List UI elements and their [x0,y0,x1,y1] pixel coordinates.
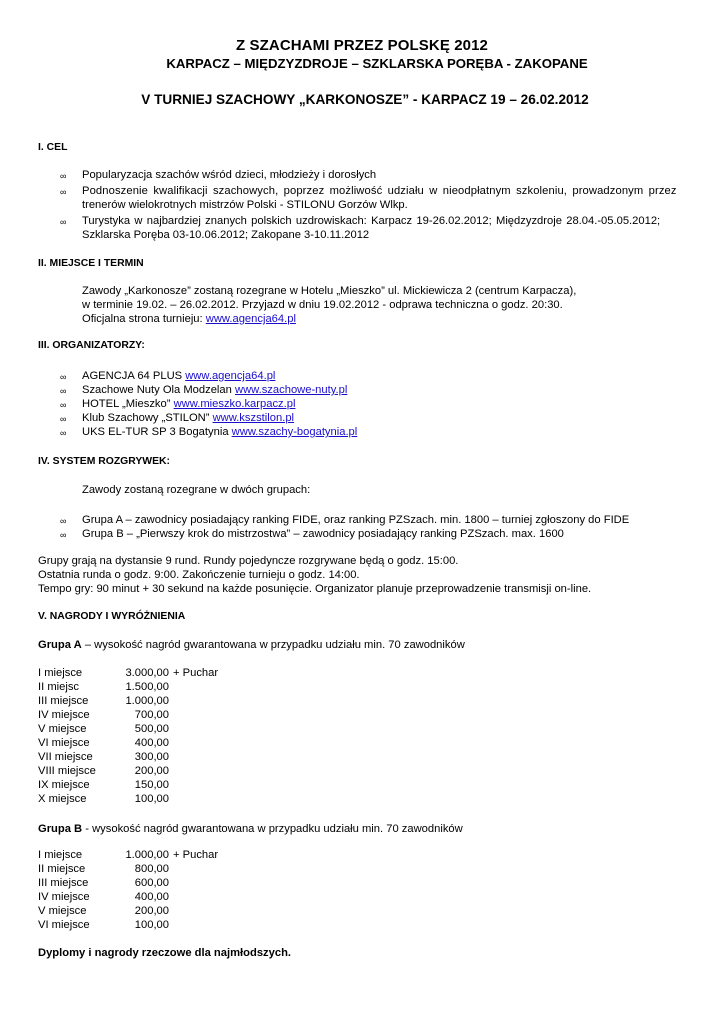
prize-row [38,722,169,736]
prize-amount: 600,00 [134,877,169,889]
website-line: Oficjalna strona turnieju: www.agencja64.pl [82,313,296,325]
prize-amount: 200,00 [134,765,169,777]
prize-place: II miejsc [38,681,80,693]
place-line: Zawody „Karkonosze” zostaną rozegrane w Hotelu „Mieszko” ul. Mickiewicza 2 (centrum Karpacza), [82,285,577,297]
prize-row [38,848,218,862]
prize-amount: 100,00 [134,793,169,805]
prize-row [38,890,169,904]
section-heading-prizes: V. NAGRODY I WYRÓŻNIENIA [38,611,186,622]
tournament-title: V TURNIEJ SZACHOWY „KARKONOSZE” - KARPACZ 19 – 26.02.2012 [141,92,589,107]
prize-place: III miejsce [38,877,89,889]
prize-place: I miejsce [38,849,83,861]
infinity-bullet-icon: ∞ [60,414,67,424]
prize-row [38,792,169,806]
prize-place: V miejsce [38,723,87,735]
prize-row [38,918,169,932]
organizer-item: UKS EL-TUR SP 3 Bogatynia www.szachy-bogatynia.pl [82,426,358,438]
organizer-item: HOTEL „Mieszko” www.mieszko.karpacz.pl [82,398,296,410]
prize-place: V miejsce [38,905,87,917]
prize-amount: 3.000,00 [125,667,169,679]
organizer-link[interactable]: www.kszstilon.pl [212,412,295,424]
prize-row [38,778,169,792]
group-a-prize-intro: Grupa A – wysokość nagród gwarantowana w przypadku udziału min. 70 zawodników [38,639,465,651]
section-heading-system: IV. SYSTEM ROZGRYWEK: [38,456,171,467]
time-control-info: Tempo gry: 90 minut + 30 sekund na każde posunięcie. Organizator planuje przeprowadzenie transmisji on-line. [38,583,592,595]
rounds-info: Grupy grają na dystansie 9 rund. Rundy pojedyncze rozgrywane będą o godz. 15:00. [38,555,459,567]
prize-amount: 800,00 [134,863,169,875]
organizer-item: Klub Szachowy „STILON” www.kszstilon.pl [82,412,295,424]
prize-place: VIII miejsce [38,765,96,777]
prize-row [38,680,169,694]
system-intro: Zawody zostaną rozegrane w dwóch grupach: [82,484,311,496]
document-subtitle: KARPACZ – MIĘDZYZDROJE – SZKLARSKA PORĘBA - ZAKOPANE [166,56,588,71]
prize-place: VI miejsce [38,919,90,931]
prize-row [38,862,169,876]
organizer-link[interactable]: www.mieszko.karpacz.pl [173,398,296,410]
organizer-item: AGENCJA 64 PLUS www.agencja64.pl [82,370,276,382]
official-website-link[interactable]: www.agencja64.pl [205,313,296,325]
prize-place: III miejsce [38,695,89,707]
infinity-bullet-icon: ∞ [60,372,67,382]
prize-row [38,904,169,918]
infinity-bullet-icon: ∞ [60,530,67,540]
infinity-bullet-icon: ∞ [60,171,67,181]
section-heading-organizers: III. ORGANIZATORZY: [38,340,145,351]
prize-extra: + Puchar [173,849,219,861]
youngest-awards-note: Dyplomy i nagrody rzeczowe dla najmłodszych. [38,947,292,959]
document-title: Z SZACHAMI PRZEZ POLSKĘ 2012 [235,37,488,54]
prize-row [38,694,169,708]
prize-amount: 1.500,00 [125,681,169,693]
organizer-link[interactable]: www.agencja64.pl [185,370,276,382]
organizer-link[interactable]: www.szachy-bogatynia.pl [231,426,358,438]
prize-extra: + Puchar [173,667,219,679]
final-round-info: Ostatnia runda o godz. 9:00. Zakończenie turnieju o godz. 14:00. [38,569,360,581]
prize-row [38,750,169,764]
prize-place: II miejsce [38,863,86,875]
group-b-prize-intro: Grupa B - wysokość nagród gwarantowana w przypadku udziału min. 70 zawodników [38,823,463,835]
prize-amount: 100,00 [134,919,169,931]
prize-amount: 400,00 [134,891,169,903]
prize-place: IX miejsce [38,779,90,791]
prize-row [38,764,169,778]
goal-item: Popularyzacja szachów wśród dzieci, młodzieży i dorosłych [82,169,377,181]
prize-amount: 300,00 [134,751,169,763]
prize-place: IV miejsce [38,709,90,721]
infinity-bullet-icon: ∞ [60,187,67,197]
prize-place: VI miejsce [38,737,90,749]
goal-item: Podnoszenie kwalifikacji szachowych, poprzez możliwość udziału w nieodpłatnym szkoleniu, prowadzonym przez trenerów wielokrotnych mistrzów Polski - STILONU Gorzów Wlkp. [82,185,677,211]
prize-row [38,666,218,680]
infinity-bullet-icon: ∞ [60,400,67,410]
prize-amount: 150,00 [134,779,169,791]
prize-amount: 700,00 [134,709,169,721]
group-b-description: Grupa B – „Pierwszy krok do mistrzostwa” – zawodnicy posiadający ranking PZSzach. max. 1600 [82,528,564,540]
prize-amount: 1.000,00 [125,849,169,861]
goal-item: Turystyka w najbardziej znanych polskich uzdrowiskach: Karpacz 19-26.02.2012; Międzyzdroje 28.04.-05.05.2012; Szklarska Poręba 03-10.06.2012; Zakopane 3-10.11.2012 [82,215,661,241]
prize-amount: 1.000,00 [125,695,169,707]
infinity-bullet-icon: ∞ [60,428,67,438]
section-heading-place: II. MIEJSCE I TERMIN [38,258,144,269]
infinity-bullet-icon: ∞ [60,386,67,396]
prize-place: X miejsce [38,793,87,805]
prize-place: IV miejsce [38,891,90,903]
prize-amount: 400,00 [134,737,169,749]
section-heading-goal: I. CEL [38,142,68,153]
group-a-description: Grupa A – zawodnicy posiadający ranking FIDE, oraz ranking PZSzach. min. 1800 – turniej zgłoszony do FIDE [82,514,630,526]
organizer-link[interactable]: www.szachowe-nuty.pl [234,384,348,396]
prize-place: VII miejsce [38,751,93,763]
prize-place: I miejsce [38,667,83,679]
date-line: w terminie 19.02. – 26.02.2012. Przyjazd w dniu 19.02.2012 - odprawa techniczna o godz. 20:30. [82,299,563,311]
prize-amount: 500,00 [134,723,169,735]
organizer-item: Szachowe Nuty Ola Modzelan www.szachowe-nuty.pl [82,384,348,396]
prize-row [38,876,169,890]
prize-amount: 200,00 [134,905,169,917]
infinity-bullet-icon: ∞ [60,217,67,227]
prize-row [38,736,169,750]
prize-row [38,708,169,722]
infinity-bullet-icon: ∞ [60,516,67,526]
